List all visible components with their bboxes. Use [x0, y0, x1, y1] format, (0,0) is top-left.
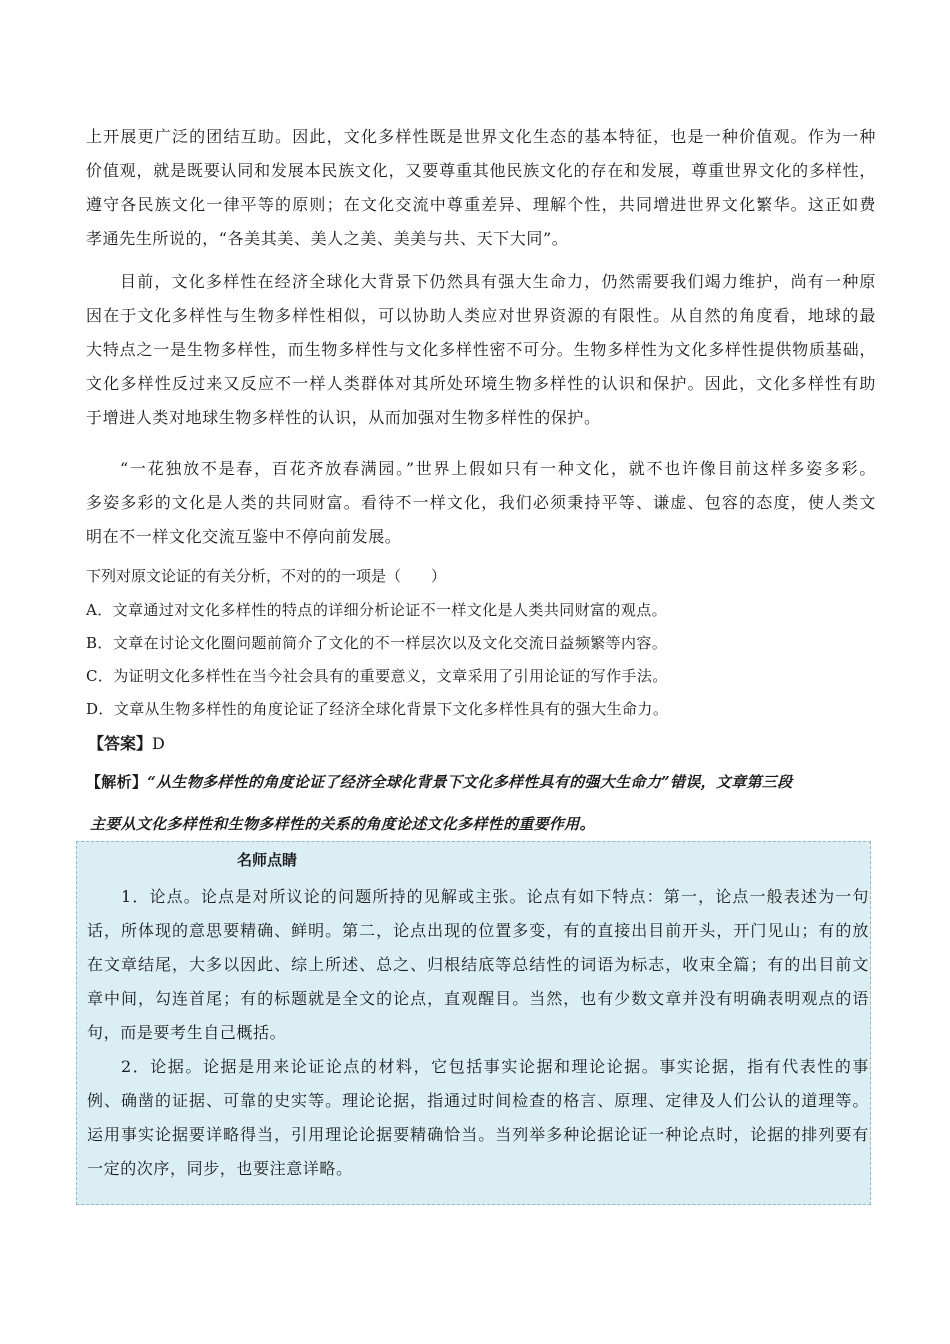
- analysis-line-2: 主要从文化多样性和生物多样性的关系的角度论述文化多样性的重要作用。: [90, 815, 595, 833]
- teacher-tips-box: [76, 841, 871, 1205]
- analysis-block: [86, 761, 876, 845]
- tips-line: 1．论点。论点是对所议论的问题所持的见解或主张。论点有如下特点：第一，论点一般表述为一句: [121, 887, 869, 906]
- text-line: 目前，文化多样性在经济全球化大背景下仍然具有强大生命力，仍然需要我们竭力维护，尚有一种原: [120, 272, 876, 291]
- tips-content: [87, 880, 869, 1186]
- tips-line: 运用事实论据要详略得当，引用理论论据要精确恰当。当列举多种论据论证一种论点时，论据的排列要有: [87, 1125, 869, 1144]
- option-b: B．文章在讨论文化圈问题前简介了文化的不一样层次以及文化交流日益频繁等内容。: [86, 634, 668, 652]
- text-line: 价值观，就是既要认同和发展本民族文化，又要尊重其他民族文化的存在和发展，尊重世界文化的多样性，: [86, 161, 876, 180]
- tips-line: 章中间，勾连首尾；有的标题就是全文的论点，直观醒目。当然，也有少数文章并没有明确表明观点的语: [87, 989, 869, 1008]
- option-a: A．文章通过对文化多样性的特点的详细分析论证不一样文化是人类共同财富的观点。: [86, 601, 668, 619]
- text-line: 上开展更广泛的团结互助。因此，文化多样性既是世界文化生态的基本特征，也是一种价值观。作为一种: [86, 127, 876, 146]
- tips-line: 句，而是要考生自己概括。: [87, 1023, 287, 1042]
- tips-line: 例、确凿的证据、可靠的史实等。理论论据，指通过时间检查的格言、原理、定律及人们公认的道理等。: [87, 1091, 869, 1110]
- passage-paragraph-1: [86, 120, 876, 256]
- option-c: C．为证明文化多样性在当今社会具有的重要意义，文章采用了引用论证的写作手法。: [86, 667, 668, 685]
- text-line: 大特点之一是生物多样性，而生物多样性与文化多样性密不可分。生物多样性为文化多样性提供物质基础，: [86, 340, 876, 359]
- text-line: 多姿多彩的文化是人类的共同财富。看待不一样文化，我们必须秉持平等、谦虚、包容的态度，使人类文: [86, 493, 876, 512]
- tips-line: 在文章结尾，大多以因此、综上所述、总之、归根结底等总结性的词语为标志，收束全篇；有的出目前文: [87, 955, 869, 974]
- answer-value: D: [152, 734, 165, 753]
- passage-paragraph-2: [86, 265, 876, 435]
- analysis-text: “从生物多样性的角度论证了经济全球化背景下文化多样性具有的强大生命力”错误，文章第三段: [147, 773, 793, 791]
- question-options: [86, 594, 886, 726]
- tips-line: 话，所体现的意思要精确、鲜明。第二，论点出现的位置多变，有的直接出目前开头，开门见山；有的放: [87, 921, 869, 940]
- tips-line: 2．论据。论据是用来论证论点的材料，它包括事实论据和理论论据。事实论据，指有代表性的事: [121, 1057, 869, 1076]
- question-stem: 下列对原文论证的有关分析，不对的的一项是（ ）: [86, 567, 447, 585]
- text-line: 明在不一样文化交流互鉴中不停向前发展。: [86, 527, 402, 546]
- text-line: “一花独放不是春，百花齐放春满园。”世界上假如只有一种文化，就不也许像目前这样多姿多彩。: [120, 459, 876, 478]
- passage-paragraph-3: [86, 452, 876, 554]
- option-d: D．文章从生物多样性的角度论证了经济全球化背景下文化多样性具有的强大生命力。: [86, 700, 669, 718]
- analysis-label: 【解析】: [86, 773, 148, 791]
- tips-line: 一定的次序，同步，也要注意详略。: [87, 1159, 353, 1178]
- answer-line: [88, 729, 165, 759]
- tips-title: 名师点睛: [237, 851, 298, 869]
- answer-label: 【答案】: [88, 734, 153, 753]
- text-line: 孝通先生所说的，“各美其美、美人之美、美美与共、天下大同”。: [86, 229, 569, 248]
- text-line: 遵守各民族文化一律平等的原则；在文化交流中尊重差异、理解个性，共同增进世界文化繁华。这正如费: [86, 195, 876, 214]
- text-line: 因在于文化多样性与生物多样性相似，可以协助人类应对世界资源的有限性。从自然的角度看，地球的最: [86, 306, 876, 325]
- text-line: 文化多样性反过来又反应不一样人类群体对其所处环境生物多样性的认识和保护。因此，文化多样性有助: [86, 374, 876, 393]
- text-line: 于增进人类对地球生物多样性的认识，从而加强对生物多样性的保护。: [86, 408, 601, 427]
- analysis-line-1: [86, 761, 876, 803]
